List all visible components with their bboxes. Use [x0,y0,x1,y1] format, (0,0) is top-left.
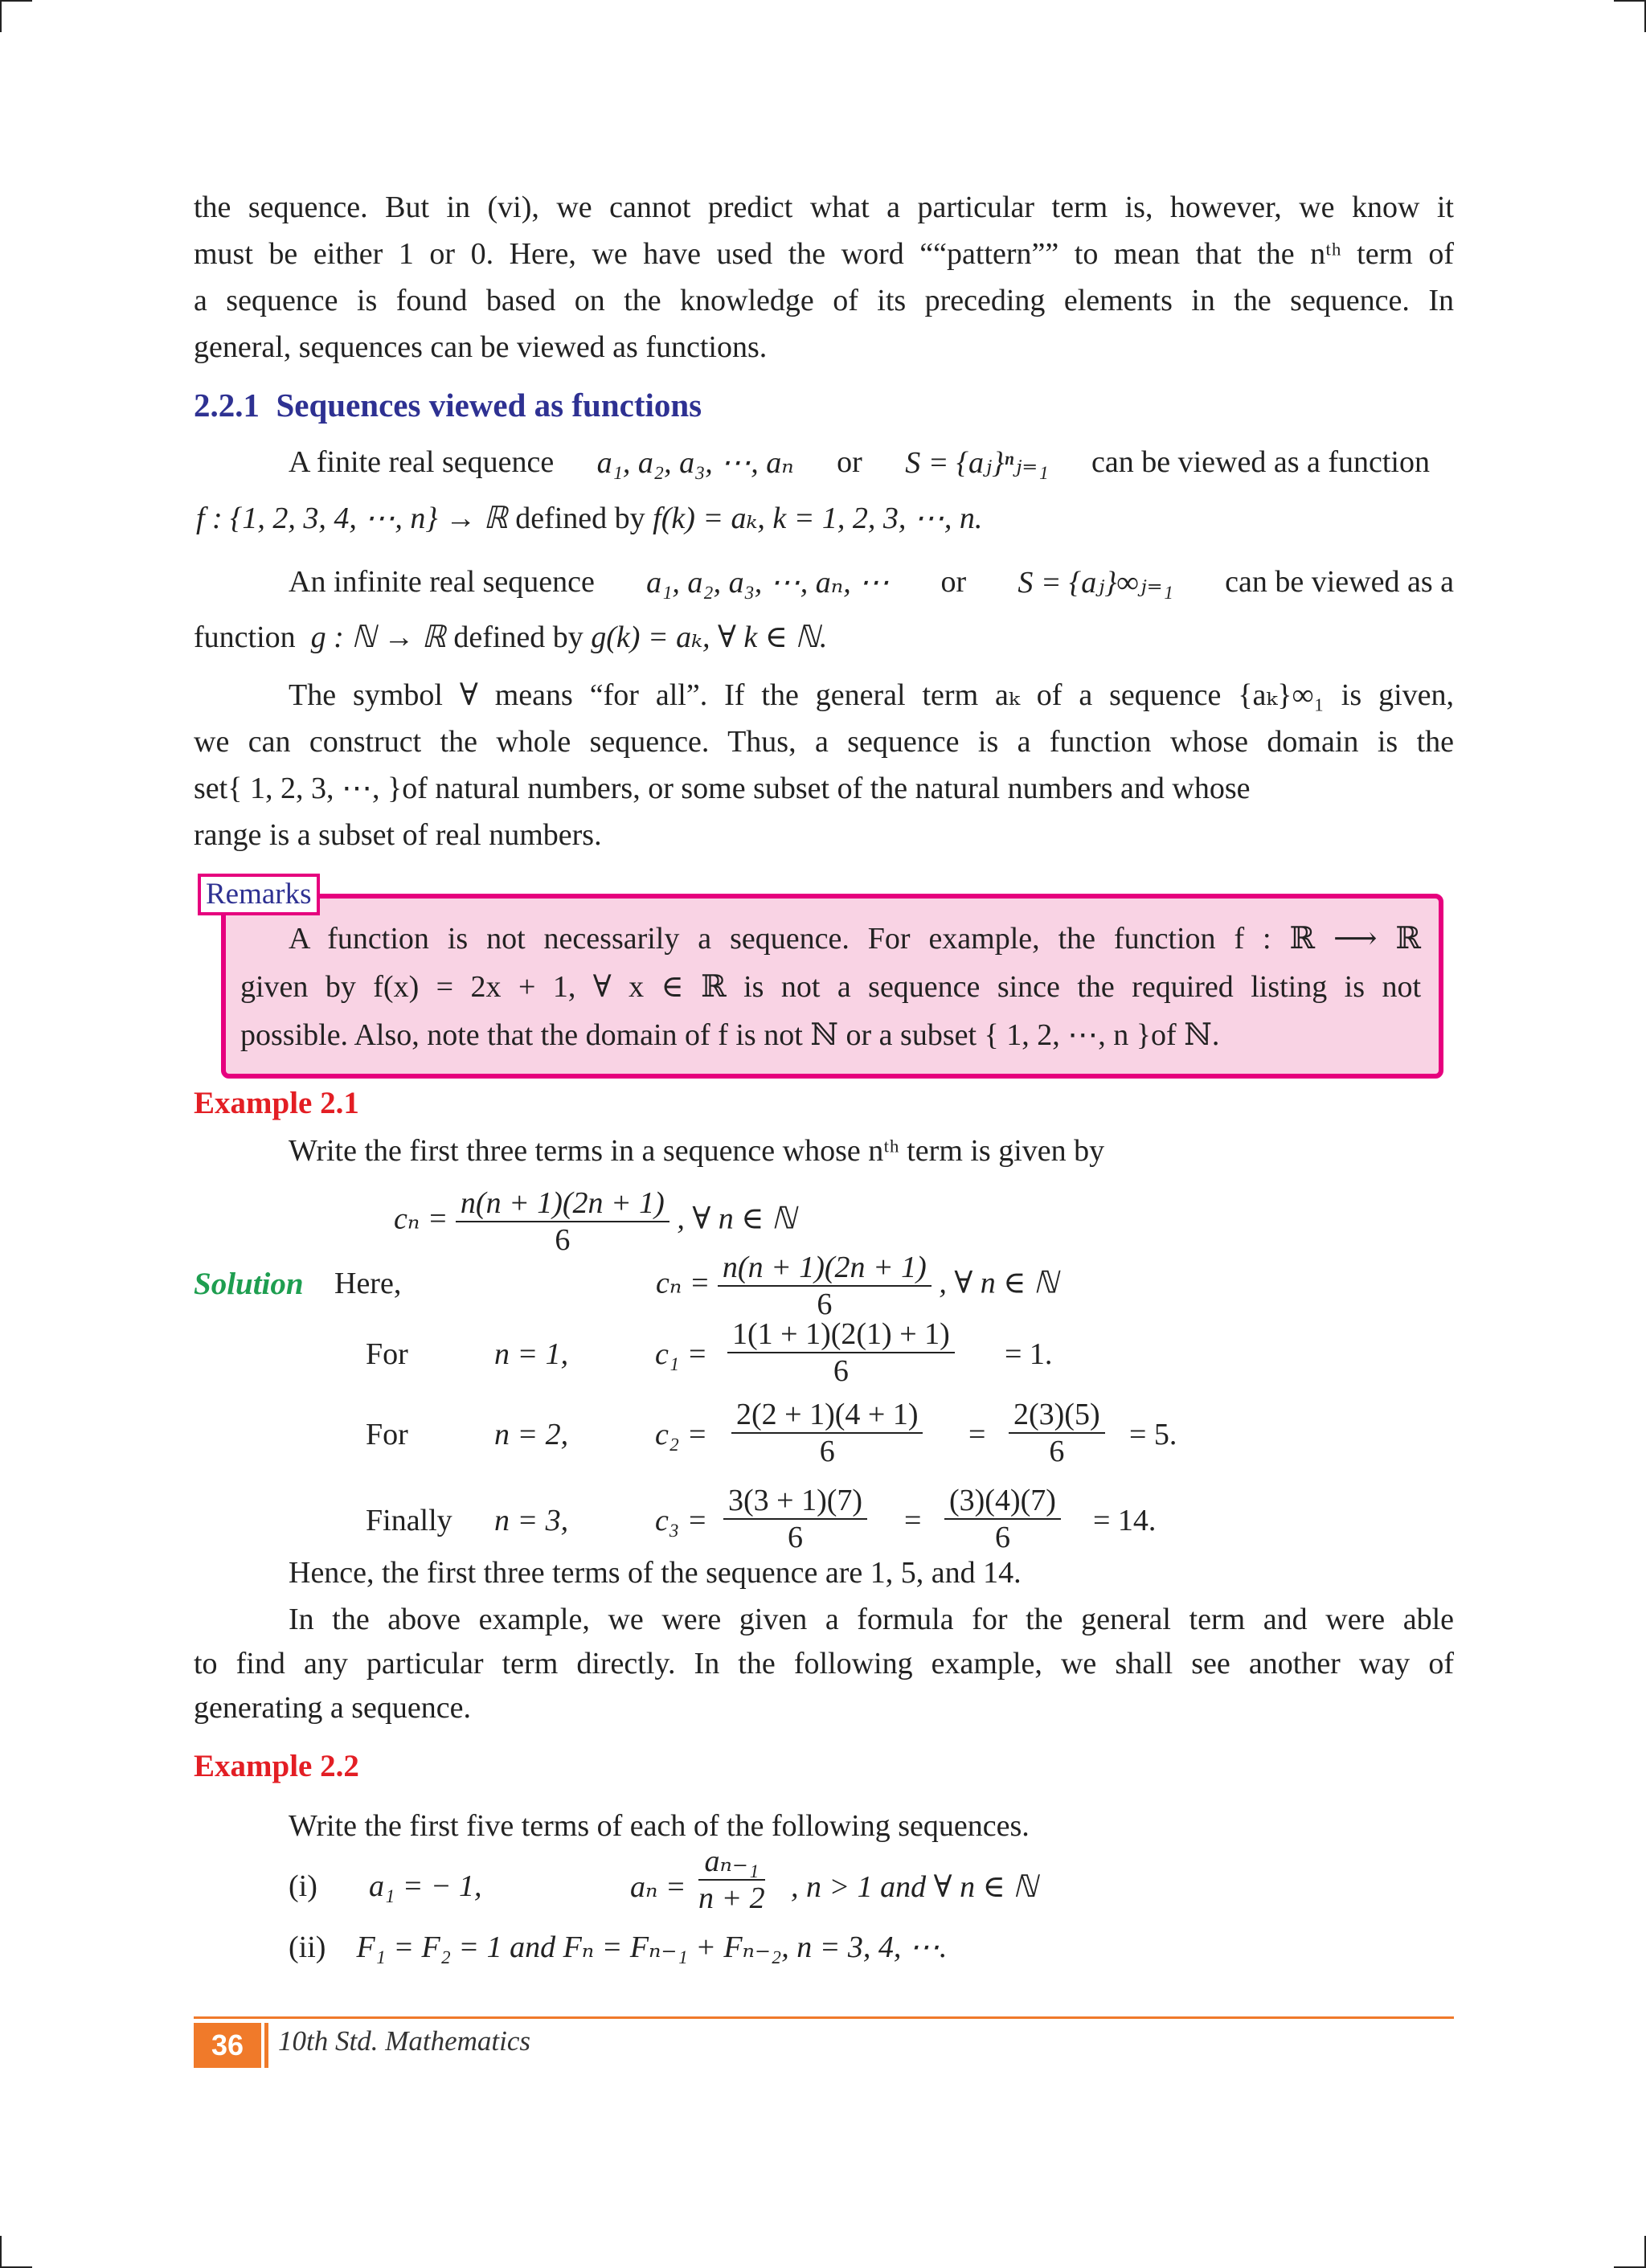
computation-row [366,1483,1250,1563]
text-line: must be either 1 or 0. Here, we have used the word ““pattern”” to mean that the nᵗʰ term of [194,237,1454,271]
computation-row [366,1316,1250,1397]
fraction [944,1483,1061,1555]
text-line: The symbol ∀ means “for all”. If the general term aₖ of a sequence {aₖ}∞₁ is given, [289,678,1454,712]
finite-def-defined: defined by [515,501,645,535]
sequence-item [289,1840,1173,1929]
item-initial: a₁ = − 1, [369,1869,482,1903]
row-n: n = 1, [494,1337,569,1371]
finite-def-math: a₁, a₂, a₃, ⋯, aₙ [596,446,794,480]
section-title: Sequences viewed as functions [276,387,702,424]
formula-lhs: cₙ = [656,1266,710,1300]
text-line: generating a sequence. [194,1691,471,1725]
item-lhs: aₙ = [630,1870,686,1904]
row-word: For [366,1418,408,1451]
infinite-def-map: g : ℕ → ℝ [310,620,446,654]
fraction-denominator: 6 [833,1354,849,1388]
crop-mark [0,2236,2,2268]
fraction-denominator: n + 2 [698,1881,765,1915]
infinite-def-line2 [194,619,827,655]
text-line: the sequence. But in (vi), we cannot predict what a particular term is, however, we know it [194,190,1454,224]
fraction [718,1250,932,1322]
fraction [731,1397,923,1469]
row-lhs: c₃ = [655,1504,708,1537]
intro-paragraph [194,184,1454,370]
example-statement: Write the first three terms in a sequence whose nᵗʰ term is given by [289,1134,1105,1168]
text-line: to find any particular term directly. In the following example, we shall see another way of [194,1647,1454,1681]
footer-rule [194,2016,1454,2019]
example-title: Example 2.2 [194,1749,359,1783]
computation-row [366,1397,1250,1477]
text-line: we can construct the whole sequence. Thus, a sequence is a function whose domain is the [194,725,1454,759]
infinite-def-text: An infinite real sequence [289,565,595,599]
text-line: In the above example, we were given a formula for the general term and were able [289,1603,1454,1636]
item-label: (i) [289,1869,317,1903]
fraction-numerator: 1(1 + 1)(2(1) + 1) [727,1316,955,1353]
formula-tail: , ∀ n ∈ ℕ [677,1202,796,1236]
example-statement: Write the first five terms of each of the following sequences. [289,1809,1030,1843]
solution-label: Solution [194,1267,304,1301]
crop-mark [1614,0,1646,2]
transition-paragraph [194,1598,1454,1730]
infinite-def-defined: defined by [453,620,583,654]
item-tail: , n > 1 and ∀ n ∈ ℕ [791,1870,1038,1904]
remarks-line: possible. Also, note that the domain of f is not ℕ or a subset { 1, 2, ⋯, n }of ℕ. [240,1018,1220,1052]
text-line: set{ 1, 2, 3, ⋯, }of natural numbers, or some subset of the natural numbers and whose [194,772,1251,805]
finite-def-set: S = {aⱼ}ⁿⱼ₌₁ [905,446,1049,480]
fraction-numerator: aₙ₋₁ [698,1844,765,1881]
section-heading [194,386,702,424]
crop-mark [0,0,2,32]
remarks-text [240,915,1421,1059]
formula [394,1185,796,1258]
formula-tail: , ∀ n ∈ ℕ [939,1266,1058,1300]
row-lhs: c₁ = [655,1337,708,1371]
sequence-item [289,1929,947,1965]
text-line: a sequence is found based on the knowledge of its preceding elements in the sequence. In [194,284,1454,317]
text-line: general, sequences can be viewed as functions. [194,330,768,364]
section-number: 2.2.1 [194,387,260,424]
formula-lhs: cₙ = [394,1202,448,1236]
remarks-line: given by f(x) = 2x + 1, ∀ x ∈ ℝ is not a sequence since the required listing is not [240,970,1421,1004]
finite-def-tail: can be viewed as a function [1091,445,1430,479]
infinite-def-line1 [289,564,1454,600]
row-lhs: c₂ = [655,1418,708,1451]
finite-def-or: or [837,445,862,479]
solution-here: Here, [334,1267,402,1300]
fraction-denominator: 6 [788,1521,804,1554]
row-n: n = 2, [494,1418,569,1451]
text-line: range is a subset of real numbers. [194,818,602,852]
example-conclusion: Hence, the first three terms of the sequence are 1, 5, and 14. [289,1556,1022,1590]
fraction [723,1483,867,1555]
fraction-denominator: 6 [555,1223,571,1257]
row-result: = 14. [1093,1504,1157,1537]
fraction [1009,1397,1105,1469]
example-title: Example 2.1 [194,1086,359,1120]
equals-sign: = [968,1418,986,1451]
footer-divider [264,2023,268,2068]
row-word: Finally [366,1504,452,1537]
finite-def-line2 [196,500,982,536]
solution-formula [656,1250,1058,1322]
infinite-def-set: S = {aⱼ}∞ⱼ₌₁ [1017,566,1173,600]
fraction [727,1316,955,1389]
fraction-denominator: 6 [817,1288,833,1321]
book-title: 10th Std. Mathematics [278,2025,530,2057]
infinite-def-or: or [940,565,967,599]
finite-def-text: A finite real sequence [289,445,555,479]
equals-sign: = [904,1504,922,1537]
item-text: F₁ = F₂ = 1 and Fₙ = Fₙ₋₁ + Fₙ₋₂, n = 3, 4, ⋯. [356,1930,948,1964]
page-number: 36 [194,2023,261,2068]
finite-def-rule: f(k) = aₖ, k = 1, 2, 3, ⋯, n. [653,501,983,535]
fraction-numerator: (3)(4)(7) [944,1483,1061,1520]
row-result: = 1. [1005,1337,1053,1371]
infinite-def-math: a₁, a₂, a₃, ⋯, aₙ, ⋯ [646,566,890,600]
fraction-numerator: n(n + 1)(2n + 1) [718,1250,932,1287]
fraction-denominator: 6 [994,1521,1010,1554]
fraction-numerator: 2(2 + 1)(4 + 1) [731,1397,923,1434]
fraction-numerator: 3(3 + 1)(7) [723,1483,867,1520]
infinite-def-tail: can be viewed as a [1225,565,1454,599]
symbol-paragraph [194,672,1454,858]
remarks-label: Remarks [198,874,320,915]
fraction-numerator: 2(3)(5) [1009,1397,1105,1434]
fraction [698,1844,765,1916]
row-n: n = 3, [494,1504,569,1537]
fraction [456,1185,669,1258]
crop-mark [0,0,32,2]
remarks-line: A function is not necessarily a sequence. For example, the function f : ℝ ⟶ ℝ [289,922,1421,956]
fraction-numerator: n(n + 1)(2n + 1) [456,1185,669,1222]
fraction-denominator: 6 [1049,1435,1065,1468]
infinite-def-function: function [194,620,296,654]
row-result: = 5. [1129,1418,1177,1451]
finite-def-line1 [289,444,1430,481]
item-label: (ii) [289,1930,326,1964]
infinite-def-rule: g(k) = aₖ, ∀ k ∈ ℕ. [591,620,828,654]
finite-def-map: f : {1, 2, 3, 4, ⋯, n} → ℝ [196,501,508,535]
fraction-denominator: 6 [819,1435,835,1468]
row-word: For [366,1337,408,1371]
